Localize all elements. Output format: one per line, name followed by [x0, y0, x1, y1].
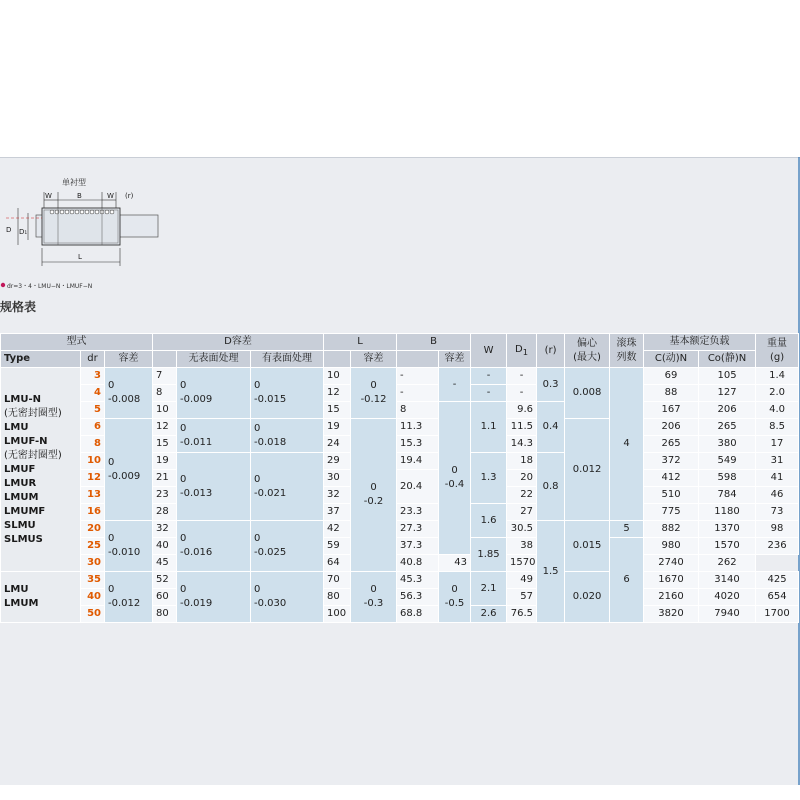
weight-cell: 8.5 — [756, 419, 799, 436]
d1-cell: 18 — [507, 453, 537, 470]
c-sta-cell: 3140 — [699, 572, 756, 589]
table-row — [1, 521, 799, 538]
header-d-blank — [153, 351, 177, 368]
header-l-blank — [324, 351, 351, 368]
header-d-tol: D容差 — [153, 334, 324, 351]
diagram-title: 单衬型 — [62, 178, 86, 187]
w-cell: 1.3 — [471, 453, 507, 504]
c-dyn-cell: 980 — [644, 538, 699, 555]
c-dyn-cell: 2160 — [644, 589, 699, 606]
l-cell: 24 — [324, 436, 351, 453]
d1-cell: 11.5 — [507, 419, 537, 436]
type-group-2: LMU LMUM — [1, 572, 81, 623]
c-sta-cell: 7940 — [699, 606, 756, 623]
l-cell: 32 — [324, 487, 351, 504]
ecc-cell: 0.012 — [565, 419, 610, 521]
header-ecc: 偏心 (最大) — [565, 334, 610, 368]
d1-cell: - — [507, 385, 537, 402]
d1-cell: 14.3 — [507, 436, 537, 453]
header-with-surface: 有表面处理 — [251, 351, 324, 368]
c-sta-cell: 784 — [699, 487, 756, 504]
b-cell: 37.3 — [397, 538, 439, 555]
b-cell: 15.3 — [397, 436, 439, 453]
b-cell: 40.8 — [397, 555, 439, 572]
dr-cell: 3 — [81, 368, 105, 385]
l-tol-cell: 0 -0.3 — [351, 572, 397, 623]
d1-cell: - — [507, 368, 537, 385]
d-cell: 12 — [153, 419, 177, 436]
dr-cell: 20 — [81, 521, 105, 538]
c-sta-cell: 4020 — [699, 589, 756, 606]
w-cell: 2.6 — [471, 606, 507, 623]
c-dyn-cell: 69 — [644, 368, 699, 385]
d-cell: 10 — [153, 402, 177, 419]
d-cell: 15 — [153, 436, 177, 453]
header-model: 型式 — [1, 334, 153, 351]
l-cell: 10 — [324, 368, 351, 385]
d-cell: 52 — [153, 572, 177, 589]
c-dyn-cell: 88 — [644, 385, 699, 402]
header-balls: 滚珠 列数 — [610, 334, 644, 368]
l-cell: 12 — [324, 385, 351, 402]
weight-cell: 17 — [756, 436, 799, 453]
header-dr-tol: 容差 — [105, 351, 153, 368]
l-cell: 30 — [324, 470, 351, 487]
header-load: 基本额定负载 — [644, 334, 756, 351]
b-tol-cell: 0 -0.4 — [439, 402, 471, 555]
c-dyn-cell: 775 — [644, 504, 699, 521]
dr-tol-cell: 0 -0.012 — [105, 572, 153, 623]
weight-cell: 2.0 — [756, 385, 799, 402]
header-b-tol: 容差 — [439, 351, 471, 368]
weight-cell: 1.4 — [756, 368, 799, 385]
l-cell: 37 — [324, 504, 351, 521]
c-dyn-cell: 206 — [644, 419, 699, 436]
d-cell: 19 — [153, 453, 177, 470]
w-cell: 1.1 — [471, 402, 507, 453]
w-cell: 1.6 — [471, 504, 507, 538]
d-cell: 80 — [153, 606, 177, 623]
d-with-surface-cell: 0 -0.030 — [251, 572, 324, 623]
d-cell: 21 — [153, 470, 177, 487]
table-row — [1, 419, 799, 436]
header-r: (r) — [537, 334, 565, 368]
d1-cell: 76.5 — [507, 606, 537, 623]
header-weight: 重量 (g) — [756, 334, 799, 368]
b-cell: - — [397, 385, 439, 402]
c-sta-cell: 598 — [699, 470, 756, 487]
l-cell: 100 — [324, 606, 351, 623]
weight-cell: 98 — [756, 521, 799, 538]
header-row-2 — [1, 351, 799, 368]
b-cell: 20.4 — [397, 470, 439, 504]
l-cell: 42 — [324, 521, 351, 538]
dr-cell: 25 — [81, 538, 105, 555]
header-l-tol: 容差 — [351, 351, 397, 368]
dr-cell: 10 — [81, 453, 105, 470]
d-cell: 32 — [153, 521, 177, 538]
l-tol-cell: 0 -0.2 — [351, 419, 397, 572]
b-cell: 11.3 — [397, 419, 439, 436]
dr-cell: 40 — [81, 589, 105, 606]
c-dyn-cell: 3820 — [644, 606, 699, 623]
dr-cell: 5 — [81, 402, 105, 419]
weight-cell: 73 — [756, 504, 799, 521]
d-cell: 40 — [153, 538, 177, 555]
l-cell: 70 — [324, 572, 351, 589]
ecc-cell: 0.015 — [565, 521, 610, 572]
dr-tol-cell: 0 -0.008 — [105, 368, 153, 419]
d-cell: 7 — [153, 368, 177, 385]
l-cell: 29 — [324, 453, 351, 470]
c-sta-cell: 549 — [699, 453, 756, 470]
c-sta-cell: 1570 — [699, 538, 756, 555]
header-c-sta: Co(静)N — [699, 351, 756, 368]
c-dyn-cell: 1670 — [644, 572, 699, 589]
b-cell: 23.3 — [397, 504, 439, 521]
bushing-diagram — [0, 170, 200, 295]
b-cell: 68.8 — [397, 606, 439, 623]
l-tol-cell: 0 -0.12 — [351, 368, 397, 419]
weight-cell: 236 — [756, 538, 799, 555]
dr-cell: 35 — [81, 572, 105, 589]
header-b-blank — [397, 351, 439, 368]
d1-cell: 22 — [507, 487, 537, 504]
d1-cell: 49 — [507, 572, 537, 589]
r-cell: 0.4 — [537, 402, 565, 453]
c-dyn-cell: 412 — [644, 470, 699, 487]
header-d1: $D_1$ — [507, 334, 537, 368]
c-sta-cell: 1180 — [699, 504, 756, 521]
weight-cell: 46 — [756, 487, 799, 504]
dim-d1: D₁ — [19, 228, 28, 236]
d1-cell: 30.5 — [507, 521, 537, 538]
dr-cell: 50 — [81, 606, 105, 623]
w-cell: - — [471, 385, 507, 402]
type-group-1: LMU-N (无密封圈型) LMU LMUF-N (无密封圈型) LMUF LMUR LMUM LMUMF SLMU SLMUS — [1, 368, 81, 572]
l-cell: 19 — [324, 419, 351, 436]
weight-cell: 4.0 — [756, 402, 799, 419]
table-row — [1, 368, 799, 385]
panel-divider — [0, 157, 800, 158]
dr-cell: 12 — [81, 470, 105, 487]
c-sta-cell: 105 — [699, 368, 756, 385]
dr-cell: 6 — [81, 419, 105, 436]
dim-w-right: W — [107, 192, 114, 200]
d-cell: 23 — [153, 487, 177, 504]
dr-cell: 8 — [81, 436, 105, 453]
d-cell: 45 — [153, 555, 177, 572]
dr-tol-cell: 0 -0.010 — [105, 521, 153, 572]
c-sta-cell: 2740 — [644, 555, 699, 572]
w-cell: - — [471, 368, 507, 385]
dr-cell: 30 — [81, 555, 105, 572]
d1-cell: 9.6 — [507, 402, 537, 419]
ecc-cell: 0.008 — [565, 368, 610, 419]
header-l: L — [324, 334, 397, 351]
dim-l: L — [78, 253, 82, 261]
c-sta-cell: 206 — [699, 402, 756, 419]
d1-cell: 43 — [439, 555, 471, 572]
c-dyn-cell: 1570 — [507, 555, 537, 572]
d-no-surface-cell: 0 -0.019 — [177, 572, 251, 623]
c-sta-cell: 380 — [699, 436, 756, 453]
d-cell: 28 — [153, 504, 177, 521]
dim-b: B — [77, 192, 82, 200]
w-cell: 2.1 — [471, 572, 507, 606]
balls-cell: 5 — [610, 521, 644, 538]
c-dyn-cell: 167 — [644, 402, 699, 419]
d-with-surface-cell: 0 -0.025 — [251, 521, 324, 572]
b-tol-cell: - — [439, 368, 471, 402]
b-cell: - — [397, 368, 439, 385]
d-no-surface-cell: 0 -0.016 — [177, 521, 251, 572]
d-no-surface-cell: 0 -0.013 — [177, 453, 251, 521]
header-no-surface: 无表面处理 — [177, 351, 251, 368]
l-cell: 80 — [324, 589, 351, 606]
b-cell: 45.3 — [397, 572, 439, 589]
ecc-cell: 0.020 — [565, 572, 610, 623]
header-w: W — [471, 334, 507, 368]
b-cell: 56.3 — [397, 589, 439, 606]
header-c-dyn: C(动)N — [644, 351, 699, 368]
balls-cell: 4 — [610, 368, 644, 521]
d1-cell: 27 — [507, 504, 537, 521]
header-row-1 — [1, 334, 799, 351]
section-title: 规格表 — [0, 300, 37, 314]
d-cell: 60 — [153, 589, 177, 606]
spec-table — [0, 333, 799, 623]
d-with-surface-cell: 0 -0.021 — [251, 453, 324, 521]
weight-cell: 262 — [699, 555, 756, 572]
d-no-surface-cell: 0 -0.009 — [177, 368, 251, 419]
b-cell: 27.3 — [397, 521, 439, 538]
b-cell: 8 — [397, 402, 439, 419]
l-cell: 15 — [324, 402, 351, 419]
l-cell: 64 — [324, 555, 351, 572]
dr-cell: 13 — [81, 487, 105, 504]
c-dyn-cell: 265 — [644, 436, 699, 453]
d-cell: 8 — [153, 385, 177, 402]
header-type: Type — [1, 351, 81, 368]
dim-r: (r) — [125, 192, 134, 200]
d1-cell: 20 — [507, 470, 537, 487]
l-cell: 59 — [324, 538, 351, 555]
dr-tol-cell: 0 -0.009 — [105, 419, 153, 521]
d-with-surface-cell: 0 -0.018 — [251, 419, 324, 453]
r-cell: 1.5 — [537, 521, 565, 623]
c-dyn-cell: 372 — [644, 453, 699, 470]
b-tol-cell: 0 -0.5 — [439, 572, 471, 623]
weight-cell: 654 — [756, 589, 799, 606]
d-no-surface-cell: 0 -0.011 — [177, 419, 251, 453]
dr-cell: 16 — [81, 504, 105, 521]
c-sta-cell: 127 — [699, 385, 756, 402]
weight-cell: 425 — [756, 572, 799, 589]
d-with-surface-cell: 0 -0.015 — [251, 368, 324, 419]
d1-cell: 38 — [507, 538, 537, 555]
dim-d: D — [6, 226, 12, 234]
header-b: B — [397, 334, 471, 351]
c-dyn-cell: 510 — [644, 487, 699, 504]
diagram-note: dr=3・4・LMU−N・LMUF−N — [7, 283, 93, 290]
table-row — [1, 572, 799, 589]
weight-cell: 1700 — [756, 606, 799, 623]
c-sta-cell: 265 — [699, 419, 756, 436]
balls-cell: 6 — [610, 538, 644, 623]
b-cell: 19.4 — [397, 453, 439, 470]
dim-w-left: W — [45, 192, 52, 200]
weight-cell: 41 — [756, 470, 799, 487]
c-sta-cell: 1370 — [699, 521, 756, 538]
dr-cell: 4 — [81, 385, 105, 402]
c-dyn-cell: 882 — [644, 521, 699, 538]
d1-cell: 57 — [507, 589, 537, 606]
r-cell: 0.3 — [537, 368, 565, 402]
r-cell: 0.8 — [537, 453, 565, 521]
w-cell: 1.85 — [471, 538, 507, 572]
weight-cell: 31 — [756, 453, 799, 470]
header-dr: dr — [81, 351, 105, 368]
